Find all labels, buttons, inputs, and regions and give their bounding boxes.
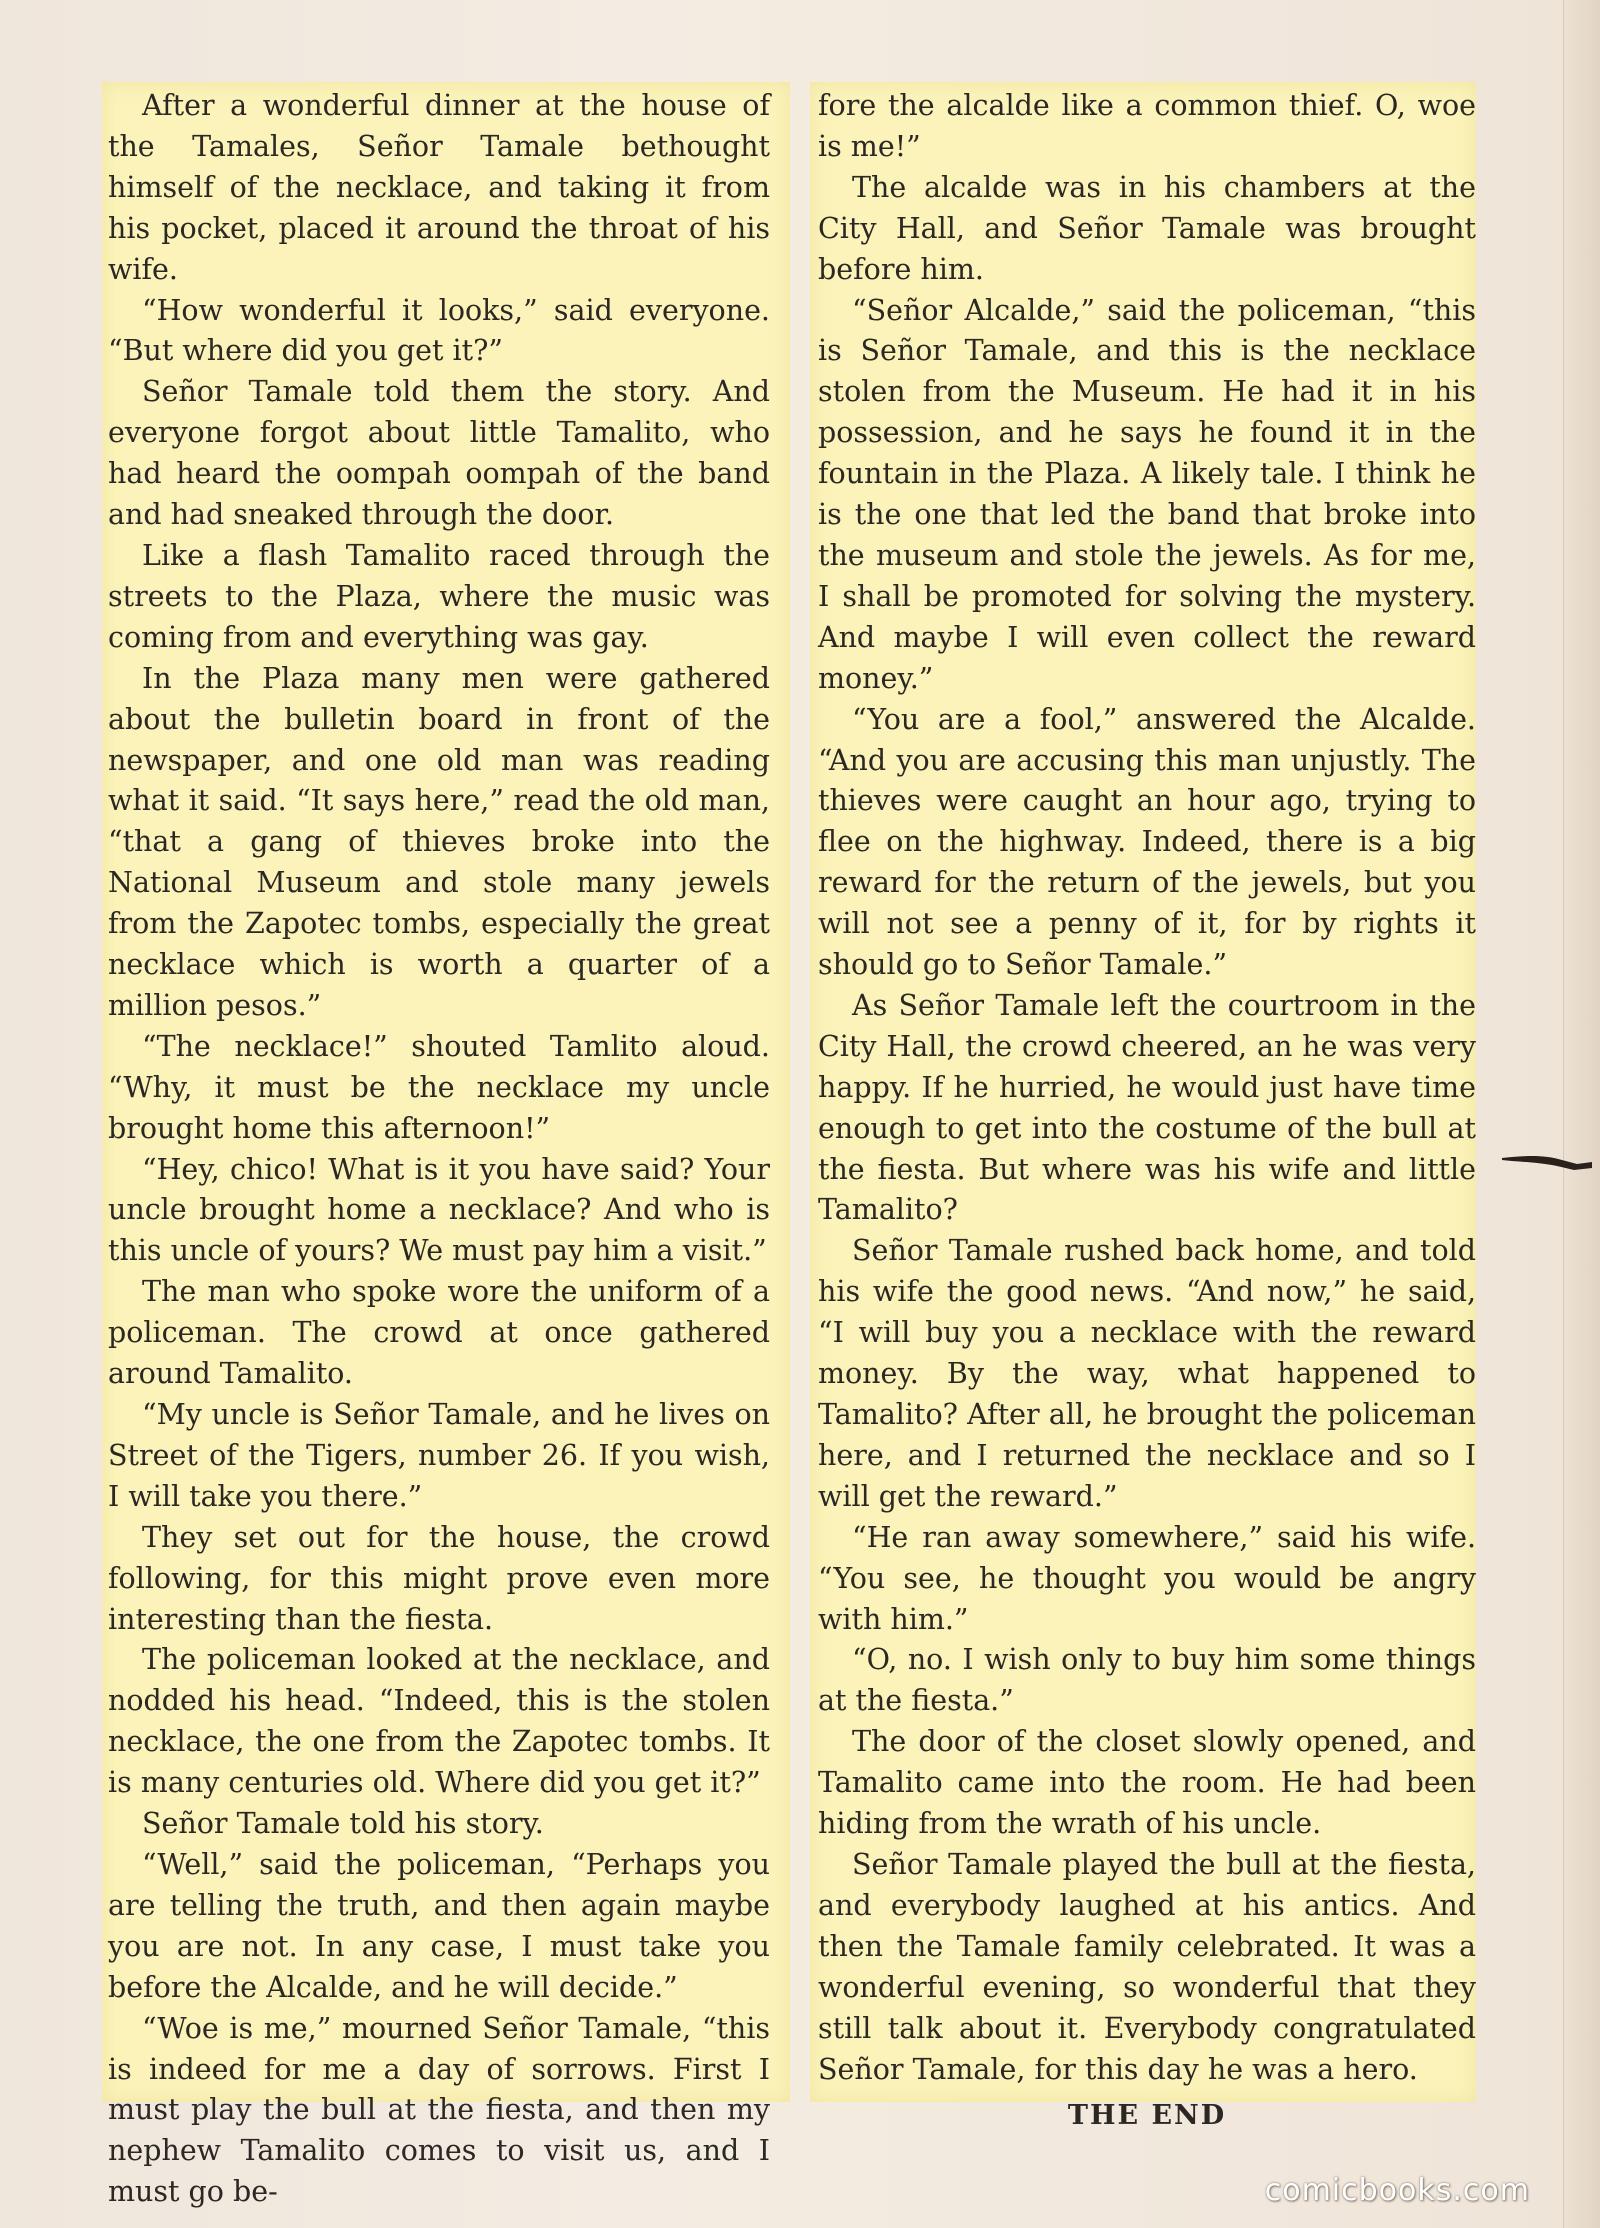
paragraph: “O, no. I wish only to buy him some things at the fiesta.” <box>818 1643 1476 1718</box>
watermark: comicbooks.com <box>1264 2173 1530 2208</box>
paragraph: Like a flash Tamalito raced through the streets to the Plaza, where the music was coming from and everything was gay. <box>108 538 770 654</box>
paragraph: “Woe is me,” mourned Señor Tamale, “this is indeed for me a day of sorrows. First I must play the bull at the fiesta, and then my nephew Tamalito comes to visit us, and I must go be- <box>108 2011 770 2209</box>
left-column <box>108 86 770 2213</box>
paragraph-continuation: fore the alcalde like a common thief. O, woe is me!” <box>818 89 1476 163</box>
paragraph: The alcalde was in his chambers at the City Hall, and Señor Tamale was brought before him. <box>818 170 1476 286</box>
paragraph: “Well,” said the policeman, “Perhaps you are telling the truth, and then again maybe you are not. In any case, I must take you before the Alcalde, and he will decide.” <box>108 1847 770 2004</box>
paragraph: Señor Tamale told them the story. And everyone forgot about little Tamalito, who had heard the oompah oompah of the band and had sneaked through the door. <box>108 375 770 532</box>
paragraph: “He ran away somewhere,” said his wife. “You see, he thought you would be angry with him.” <box>818 1520 1476 1636</box>
paragraph: “How wonderful it looks,” said everyone. “But where did you get it?” <box>108 293 770 368</box>
right-column <box>818 86 1476 2137</box>
paragraph: In the Plaza many men were gathered about the bulletin board in front of the newspaper, and one old man was reading what it said. “It says here,” read the old man, “that a gang of thieves broke into the National Museum and stole many jewels from the Zapotec tombs, especially the great necklace which is worth a quarter of a million pesos.” <box>108 661 770 1022</box>
paragraph: “You are a fool,” answered the Alcalde. “And you are accusing this man unjustly. The thieves were caught an hour ago, trying to flee on the highway. Indeed, there is a big reward for the return of the jewels, but you will not see a penny of it, for by rights it should go to Señor Tamale.” <box>818 702 1476 982</box>
paragraph: “My uncle is Señor Tamale, and he lives on Street of the Tigers, number 26. If you wish, I will take you there.” <box>108 1398 770 1513</box>
paragraph: The door of the closet slowly opened, and Tamalito came into the room. He had been hiding from the wrath of his uncle. <box>818 1725 1476 1841</box>
paragraph: “The necklace!” shouted Tamlito aloud. “Why, it must be the necklace my uncle brought home this afternoon!” <box>108 1029 770 1145</box>
page-spine <box>1563 0 1600 2228</box>
paragraph: “Hey, chico! What is it you have said? Your uncle brought home a necklace? And who is this uncle of yours? We must pay him a visit.” <box>108 1152 770 1268</box>
paragraph: The man who spoke wore the uniform of a policeman. The crowd at once gathered around Tamalito. <box>108 1275 770 1391</box>
paragraph: “Señor Alcalde,” said the policeman, “this is Señor Tamale, and this is the necklace stolen from the Museum. He had it in his possession, and he says he found it in the fountain in the Plaza. A likely tale. I think he is the one that led the band that broke into the museum and stole the jewels. As for me, I shall be promoted for solving the mystery. And maybe I will even collect the reward money.” <box>818 293 1476 695</box>
paragraph: Señor Tamale rushed back home, and told his wife the good news. “And now,” he said, “I will buy you a necklace with the reward money. By the way, what happened to Tamalito? After all, he brought the policeman here, and I returned the necklace and so I will get the reward.” <box>818 1234 1476 1513</box>
paragraph: After a wonderful dinner at the house of the Tamales, Señor Tamale bethought himself of the necklace, and taking it from his pocket, placed it around the throat of his wife. <box>108 89 770 286</box>
page-tear-mark <box>1502 1150 1592 1172</box>
paragraph: Señor Tamale played the bull at the fiesta, and everybody laughed at his antics. And then the Tamale family celebrated. It was a wonderful evening, so wonderful that they still talk about it. Everybody congratulated Señor Tamale, for this day he was a hero. <box>818 1847 1476 2086</box>
paragraph: Señor Tamale told his story. <box>142 1807 544 1841</box>
the-end-label: THE END <box>1067 2100 1227 2132</box>
paragraph: As Señor Tamale left the courtroom in the City Hall, the crowd cheered, an he was very happy. If he hurried, he would just have time enough to get into the costume of the bull at the fiesta. But where was his wife and little Tamalito? <box>818 988 1476 1227</box>
paragraph: They set out for the house, the crowd following, for this might prove even more interesting than the fiesta. <box>108 1520 770 1636</box>
paragraph: The policeman looked at the necklace, and nodded his head. “Indeed, this is the stolen necklace, the one from the Zapotec tombs. It is many centuries old. Where did you get it?” <box>108 1643 770 1800</box>
